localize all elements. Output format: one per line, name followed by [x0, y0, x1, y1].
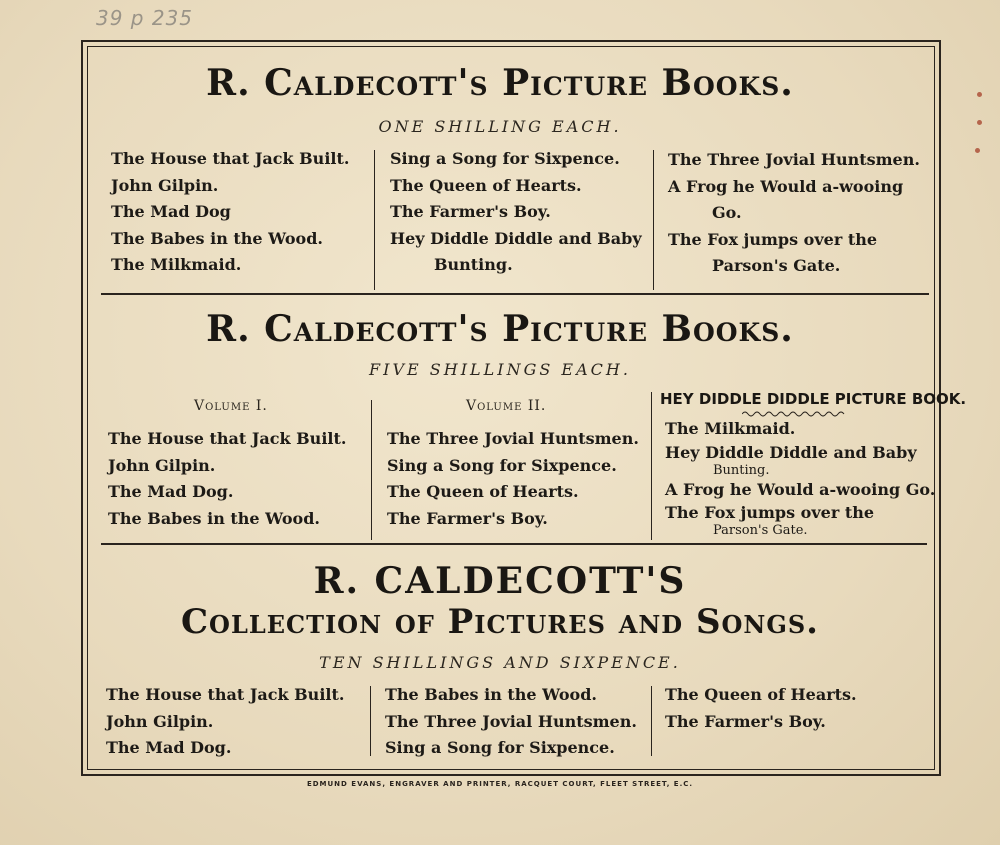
list-item: Bunting.: [713, 463, 770, 478]
list-item: The Fox jumps over the: [668, 229, 878, 249]
list-item: A Frog he Would a-wooing: [668, 176, 904, 196]
list-item: The Three Jovial Huntsmen.: [668, 150, 920, 169]
list-item: The Farmer's Boy.: [387, 508, 548, 528]
list-item: The Farmer's Boy.: [390, 202, 551, 221]
list-item: The Queen of Hearts.: [387, 482, 579, 501]
column-divider: [374, 150, 375, 290]
list-item: The Babes in the Wood.: [111, 228, 323, 248]
list-item: The House that Jack Built.: [111, 149, 350, 168]
stain-mark: [975, 148, 980, 153]
column-divider: [653, 150, 654, 290]
section2-col3: [665, 418, 935, 538]
list-item: The Mad Dog.: [108, 482, 234, 501]
list-item: The Fox jumps over the: [665, 503, 875, 522]
list-item: The Three Jovial Huntsmen.: [387, 429, 639, 448]
volume2-heading: Volume II.: [466, 398, 547, 414]
section2-title: R. Caldecott's Picture Books.: [206, 308, 794, 350]
squiggle-underline: [742, 410, 846, 418]
list-item: The Milkmaid.: [111, 255, 242, 274]
list-item: A Frog he Would a-wooing Go.: [665, 480, 936, 499]
list-item: John Gilpin.: [108, 455, 216, 475]
list-item: The House that Jack Built.: [106, 685, 345, 704]
section1-title: R. Caldecott's Picture Books.: [206, 62, 794, 104]
list-item: The Three Jovial Huntsmen.: [385, 711, 637, 731]
list-item: Sing a Song for Sixpence.: [385, 738, 615, 757]
section3-col3: [665, 682, 857, 735]
list-item: Hey Diddle Diddle and Baby: [390, 228, 642, 248]
hey-diddle-heading: HEY DIDDLE DIDDLE PICTURE BOOK.: [660, 390, 967, 408]
list-item: Hey Diddle Diddle and Baby: [665, 443, 917, 462]
section3-title-line1: R. CALDECOTT'S: [313, 560, 687, 602]
list-item: John Gilpin.: [106, 711, 214, 731]
list-item: Sing a Song for Sixpence.: [387, 455, 617, 475]
volume1-heading: Volume I.: [194, 398, 268, 414]
section2-subtitle: FIVE SHILLINGS EACH.: [369, 360, 631, 379]
pencil-note: 39 p 235: [96, 6, 194, 30]
column-divider: [651, 392, 652, 540]
list-item: The Babes in the Wood.: [385, 685, 597, 704]
list-item: The Babes in the Wood.: [108, 508, 320, 528]
list-item: The Farmer's Boy.: [665, 711, 826, 731]
list-item: The Milkmaid.: [665, 419, 796, 438]
list-item: Bunting.: [434, 255, 513, 274]
section-divider: [101, 543, 927, 545]
column-divider: [651, 686, 652, 756]
section-divider: [101, 293, 929, 295]
column-divider: [370, 686, 371, 756]
section3-col1: [106, 682, 344, 762]
list-item: The Queen of Hearts.: [665, 685, 857, 704]
list-item: Go.: [712, 203, 742, 222]
list-item: John Gilpin.: [111, 175, 219, 195]
list-item: Parson's Gate.: [713, 523, 808, 538]
list-item: The Queen of Hearts.: [390, 175, 582, 195]
section1-col3: [668, 147, 920, 280]
section1-col1: [111, 146, 349, 279]
section2-col2: [387, 426, 639, 532]
printer-imprint: EDMUND EVANS, ENGRAVER AND PRINTER, RACQUET COURT, FLEET STREET, E.C.: [306, 780, 694, 788]
section1-col2: [390, 146, 642, 279]
section2-col1: [108, 426, 346, 532]
section3-col2: [385, 682, 637, 762]
list-item: The Mad Dog.: [106, 738, 232, 757]
list-item: Parson's Gate.: [712, 256, 841, 275]
list-item: Sing a Song for Sixpence.: [390, 149, 620, 168]
list-item: The Mad Dog: [111, 202, 231, 221]
section1-subtitle: ONE SHILLING EACH.: [378, 117, 622, 136]
list-item: The House that Jack Built.: [108, 429, 347, 448]
column-divider: [371, 400, 372, 540]
section3-subtitle: TEN SHILLINGS AND SIXPENCE.: [319, 653, 681, 672]
section3-title-line2: Collection of Pictures and Songs.: [180, 602, 820, 642]
